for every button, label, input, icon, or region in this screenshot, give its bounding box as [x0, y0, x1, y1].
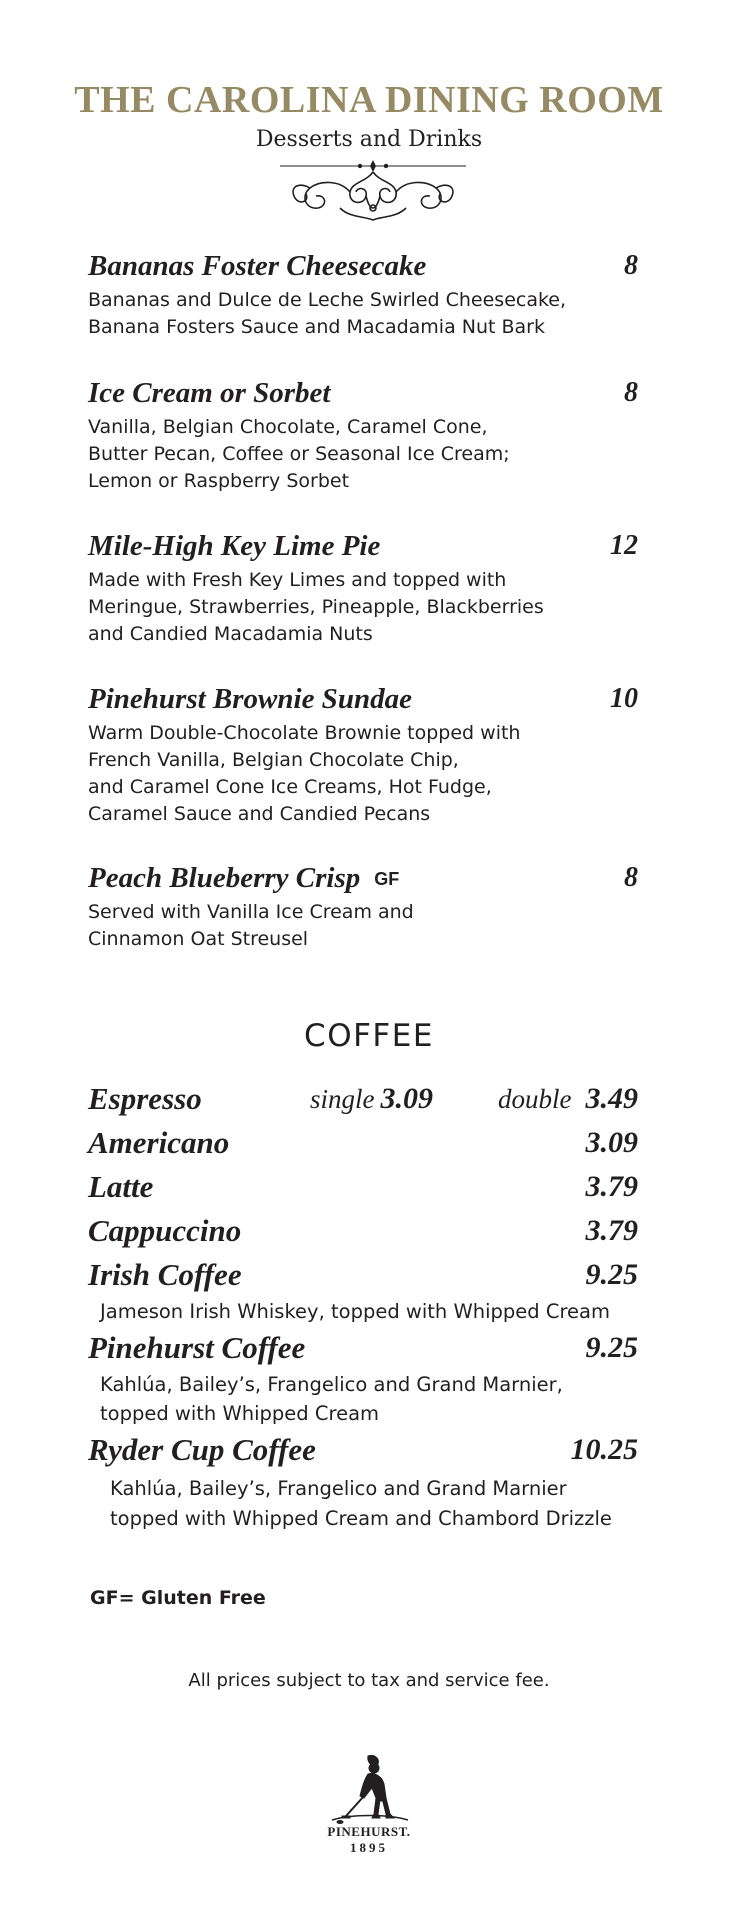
- restaurant-title: THE CAROLINA DINING ROOM: [74, 79, 664, 121]
- size-label: single: [310, 1084, 375, 1114]
- coffee-price: 9.25: [585, 1258, 638, 1291]
- coffee-item: [88, 1121, 638, 1165]
- coffee-item: [88, 1253, 638, 1326]
- coffee-description: Kahlúa, Bailey’s, Frangelico and Grand Marnier, topped with Whipped Cream: [100, 1373, 563, 1425]
- size-label: double: [498, 1084, 572, 1114]
- item-description: Served with Vanilla Ice Cream and Cinnamon Oat Streusel: [88, 901, 414, 950]
- item-description: Made with Fresh Key Limes and topped with Meringue, Strawberries, Pineapple, Blackberries and Candied Macadamia Nuts: [88, 569, 544, 645]
- item-description: Bananas and Dulce de Leche Swirled Cheesecake, Banana Fosters Sauce and Macadamia Nut Bark: [88, 289, 567, 338]
- menu-item: [88, 526, 638, 648]
- item-price: 12: [610, 530, 638, 561]
- coffee-item: [88, 1165, 638, 1209]
- coffee-price: 3.79: [585, 1170, 638, 1203]
- coffee-price: 3.09: [585, 1126, 638, 1159]
- coffee-item: [88, 1209, 638, 1253]
- item-price: 8: [624, 862, 638, 893]
- menu-item: [88, 246, 638, 341]
- coffee-description: Jameson Irish Whiskey, topped with Whipped Cream: [100, 1300, 610, 1323]
- logo-wordmark: PINEHURST.: [327, 1824, 411, 1839]
- item-name: Mile-High Key Lime Pie: [88, 530, 381, 562]
- coffee-description: Kahlúa, Bailey’s, Frangelico and Grand Marnier topped with Whipped Cream and Chambord Drizzle: [110, 1477, 612, 1530]
- coffee-item: [88, 1428, 638, 1534]
- item-price: 10: [610, 683, 638, 714]
- item-description: Warm Double-Chocolate Brownie topped with French Vanilla, Belgian Chocolate Chip, and Caramel Cone Ice Creams, Hot Fudge, Caramel Sauce and Candied Pecans: [88, 722, 521, 825]
- gluten-free-badge: GF: [374, 869, 400, 889]
- item-price: 8: [624, 377, 638, 408]
- coffee-name: Americano: [88, 1125, 230, 1160]
- item-description: Vanilla, Belgian Chocolate, Caramel Cone, Butter Pecan, Coffee or Seasonal Ice Cream; Lemon or Raspberry Sorbet: [88, 416, 510, 492]
- logo-year: 1895: [350, 1840, 388, 1855]
- espresso-single: [310, 1077, 433, 1126]
- gluten-free-legend: GF= Gluten Free: [90, 1587, 266, 1609]
- coffee-item: [88, 1326, 638, 1428]
- coffee-price: 10.25: [570, 1433, 638, 1466]
- item-name: Bananas Foster Cheesecake: [88, 250, 427, 282]
- coffee-name: Cappuccino: [88, 1213, 242, 1248]
- menu-item: [88, 373, 638, 495]
- coffee-item-espresso: [88, 1077, 638, 1121]
- coffee-name: Pinehurst Coffee: [88, 1330, 306, 1365]
- item-price: 8: [624, 250, 638, 281]
- espresso-double: [498, 1077, 638, 1126]
- flourish-ornament-icon: [280, 160, 466, 224]
- size-price: 3.49: [585, 1082, 638, 1115]
- coffee-name: Espresso: [88, 1081, 202, 1116]
- item-name: Pinehurst Brownie Sundae: [88, 683, 412, 715]
- coffee-price: 3.79: [585, 1214, 638, 1247]
- item-name: Ice Cream or Sorbet: [88, 377, 331, 409]
- menu-header: [0, 78, 738, 154]
- coffee-price: 9.25: [585, 1331, 638, 1364]
- coffee-name: Irish Coffee: [88, 1257, 242, 1292]
- item-name: Peach Blueberry Crisp: [88, 862, 361, 894]
- menu-subtitle: Desserts and Drinks: [255, 127, 483, 152]
- coffee-name: Ryder Cup Coffee: [88, 1432, 316, 1467]
- size-price: 3.09: [380, 1082, 433, 1115]
- section-title-coffee: COFFEE: [304, 1018, 434, 1054]
- coffee-name: Latte: [88, 1169, 154, 1204]
- price-disclaimer: All prices subject to tax and service fee.: [188, 1670, 550, 1691]
- menu-item: [88, 858, 638, 953]
- menu-item: [88, 679, 638, 828]
